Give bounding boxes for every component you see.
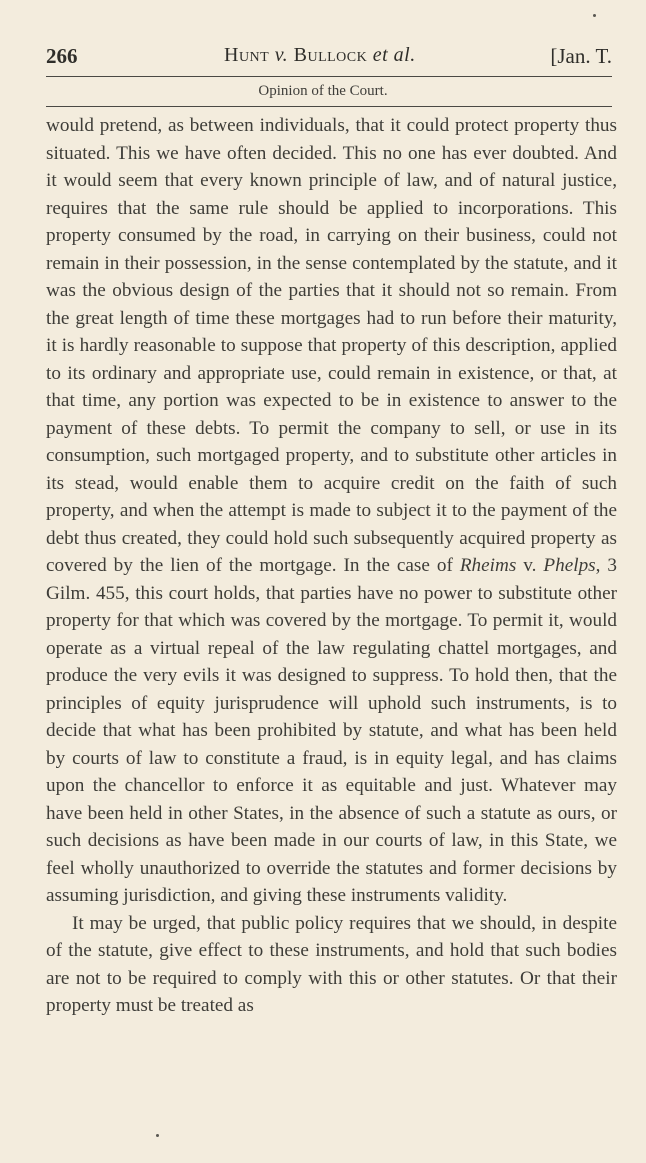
case-title-party-one: Hunt	[224, 44, 270, 66]
case-title-party-two: Bullock	[293, 44, 368, 66]
case-citation-phelps: Phelps	[543, 555, 596, 576]
case-citation-rheims: Rheims	[459, 555, 517, 576]
paragraph-1-part-2: , 3 Gilm. 455, this court holds, that parties have no power to substitute other property for that which was covered by the mortgage. To permit it, would operate as a virtual repeal of the law regulating chattel mortgages, and produce the very evils it was designed to suppress. To hold then, that the principles of equity jurisprudence will uphold such instruments, is to decide that what has been prohibited by statute, and what has been held by courts of law to constitute a fraud, is in equity legal, and has claims upon the chancellor to enforce it as equitable and just. Whatever may have been held in other States, in the absence of such a statute as ours, or such decisions as have been made in our courts of law, in this State, we feel wholly unauthorized to override the statutes and former decisions by assuming jurisdiction, and giving these instruments validity.	[46, 555, 617, 906]
paragraph-1-part-1: would pretend, as between individuals, that it could protect property thus situated. This we have often decided. This no one has ever doubted. And it would seem that every known principle of law, and of natural justice, requires that the same rule should be applied to incorporations. This property consumed by the road, in carrying on their business, could not remain in their possession, in the sense contemplated by the statute, and it was the obvious design of the parties that it should not so remain. From the great length of time these mortgages had to run before their maturity, it is hardly reasonable to suppose that property of this description, applied to its ordinary and appropriate use, could remain in existence, or that, at that time, any portion was expected to be in existence to answer to the payment of these debts. To permit the company to sell, or use in its consumption, such mortgaged property, and to substitute other articles in its stead, would enable them to acquire credit on the faith of such property, and when the attempt is made to subject it to the payment of the debt thus created, they could hold such subsequently acquired property as covered by the lien of the mortgage. In the case of	[46, 115, 617, 576]
page-number: 266	[46, 44, 78, 68]
case-title	[224, 44, 416, 67]
term-label: [Jan. T.	[550, 44, 612, 68]
paragraph-1	[46, 112, 617, 910]
header-rule-bottom	[46, 106, 612, 107]
opinion-body	[46, 112, 617, 1020]
print-speck-bottom	[156, 1134, 159, 1137]
paragraph-2: It may be urged, that public policy requires that we should, in despite of the statute, give effect to these instruments, and hold that such bodies are not to be required to comply with this or other statutes. Or that their property must be treated as	[46, 912, 617, 1016]
case-citation-versus: v.	[516, 555, 544, 576]
header-rule-top	[46, 76, 612, 77]
running-header	[46, 44, 612, 74]
case-title-et-al: et al.	[372, 44, 416, 66]
opinion-subheader: Opinion of the Court.	[258, 83, 388, 99]
print-speck-top	[593, 14, 596, 17]
case-title-versus: v.	[274, 44, 289, 66]
